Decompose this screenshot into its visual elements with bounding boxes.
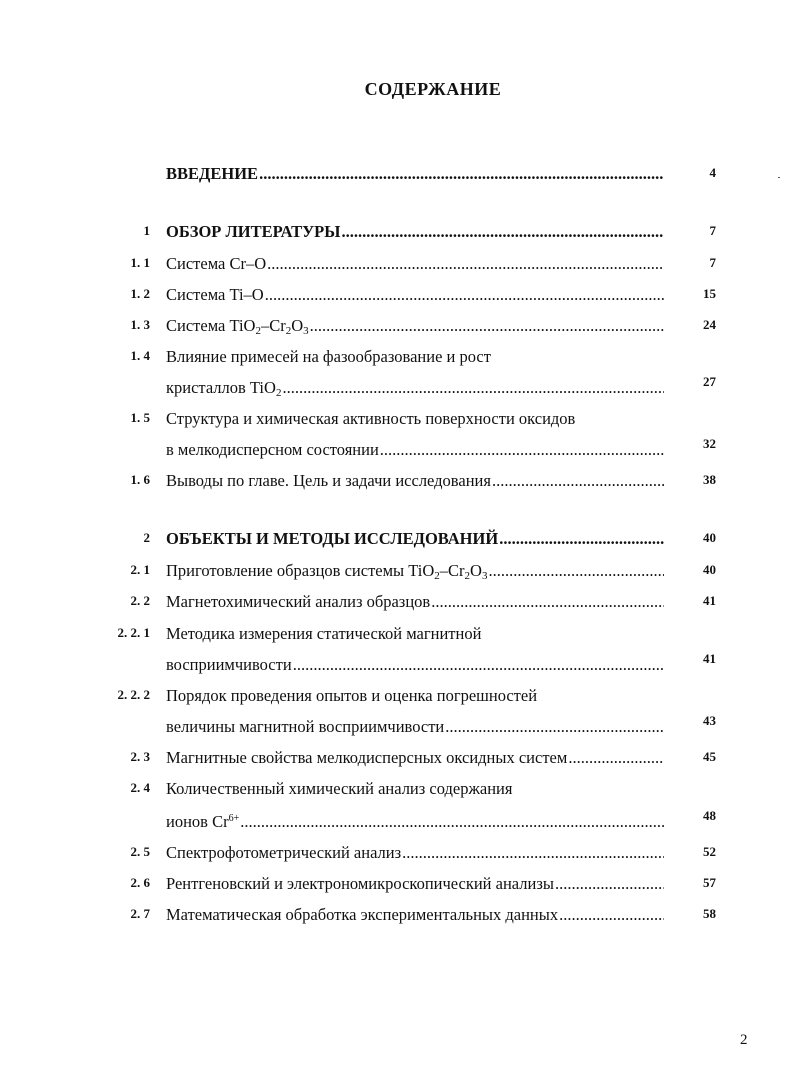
toc-entry-title: ВВЕДЕНИЕ [166,164,259,183]
toc-entry-page: 15 [703,286,716,301]
toc-entry-number: 2 [143,530,150,545]
toc-entry-title: Влияние примесей на фазообразование и рост [166,347,491,366]
toc-entry-number: 1. 2 [130,286,150,301]
toc-entry-title: Рентгеновский и электрономикроскопический анализы [166,874,554,893]
toc-entry-title-cont: ионов $Cr^{6+}$ [166,812,240,831]
toc-entry-number: 1. 3 [130,317,150,332]
toc-entry-title: Структура и химическая активность поверхности оксидов [166,409,576,428]
toc-entry-number: 1. 4 [130,348,150,363]
toc-entry-title-cont: восприимчивости [166,655,292,674]
toc-entry-title: Магнитные свойства мелкодисперсных оксидных систем [166,748,568,767]
toc-entry-title: Система Cr–O [166,254,267,273]
toc-entry-title: Порядок проведения опытов и оценка погрешностей [166,686,538,705]
toc-entry-page: 40 [703,530,716,545]
toc-entry-number: 2. 5 [130,844,150,859]
toc-entry-number: 1 [143,223,150,238]
toc-entry-number: 1. 5 [130,410,150,425]
toc-entry-page: 27 [703,374,716,389]
toc-entry-number: 2. 2. 1 [117,625,150,640]
toc-entry-title: Магнетохимический анализ образцов [166,592,431,611]
toc-entry-title: Выводы по главе. Цель и задачи исследования [166,471,491,490]
toc-entry-number: 2. 6 [130,875,150,890]
toc-entry-number: 2. 2 [130,593,150,608]
toc-entry-title: Методика измерения статической магнитной [166,624,482,643]
toc-entry-page: 38 [703,472,716,487]
toc-entry-title-cont: величины магнитной восприимчивости [166,717,445,736]
toc-entry-page: 52 [703,844,716,859]
toc-entry-number: 2. 1 [130,562,150,577]
toc-entry-number: 2. 3 [130,749,150,764]
toc-entry-page: 45 [703,749,716,764]
toc-entry-page: 40 [703,562,716,577]
toc-entry-page: 58 [703,906,716,921]
toc-entry-page: 43 [703,713,716,728]
toc-entry-page: 41 [703,593,716,608]
toc-entry-number: 1. 6 [130,472,150,487]
toc-entry-page: 48 [703,808,716,823]
toc-entry-page: 24 [703,317,716,332]
toc-entry-page: 57 [703,875,716,890]
toc-entry-title: Приготовление образцов системы $TiO_2-Cr_2O_3$ [166,561,488,582]
toc-entry-title: Спектрофотометрический анализ [166,843,402,862]
toc-entry-title: ОБЪЕКТЫ И МЕТОДЫ ИССЛЕДОВАНИЙ [166,529,499,548]
toc-entry-number: 2. 4 [130,780,150,795]
toc-entry-title: Математическая обработка экспериментальных данных [166,905,559,924]
toc-entry-title: Количественный химический анализ содержания [166,779,513,798]
toc-entry-title: Система Ti–O [166,285,264,304]
toc-entry-page: 41 [703,651,716,666]
toc-entry-title: Система $TiO_2-Cr_2O_3$ [166,316,309,337]
toc-entry-title-cont: в мелкодисперсном состоянии [166,440,379,459]
toc-entry-title: ОБЗОР ЛИТЕРАТУРЫ [166,222,341,241]
page-number: 2 [740,1032,748,1048]
toc-entry-page: 4 [709,165,716,180]
toc-entry-number: 1. 1 [130,255,150,270]
toc-entry-number: 2. 2. 2 [117,687,150,702]
page-title: СОДЕРЖАНИЕ [364,79,502,99]
toc-entry-page: 7 [709,255,716,270]
toc-entry-number: 2. 7 [130,906,150,921]
toc-entry-page: 32 [703,436,716,451]
toc-entry-page: 7 [709,223,716,238]
toc-entry-title-cont: кристаллов TiO$_2$ [166,378,282,399]
scan-speck [778,177,780,178]
